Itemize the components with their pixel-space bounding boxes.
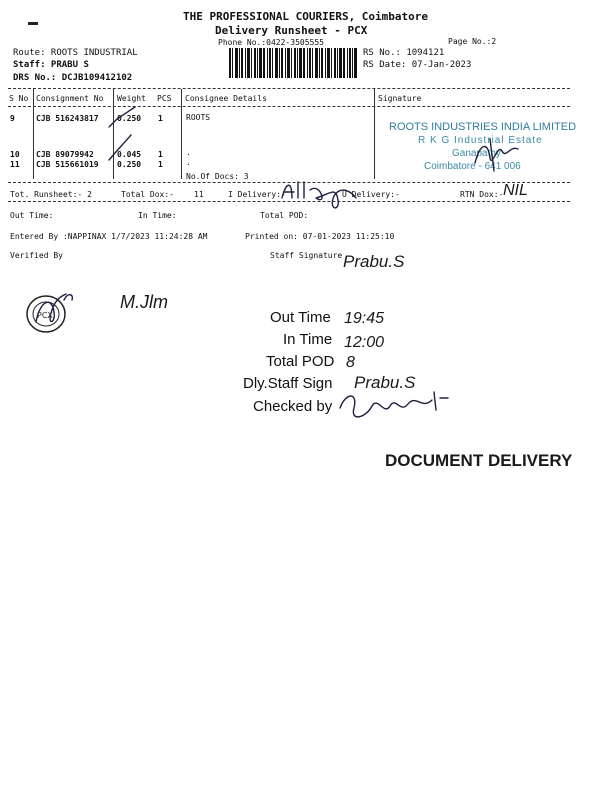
total-dox-value: 11: [194, 190, 204, 199]
row-sno: 11: [10, 160, 20, 169]
staff-signature-value: Prabu.S: [343, 252, 405, 271]
col-divider: [374, 89, 375, 179]
phone-number: Phone No.:0422-3505555: [218, 38, 324, 47]
barcode: [229, 48, 357, 78]
row-weight: 0.250: [117, 114, 142, 123]
total-pod-label: Total POD:: [260, 211, 309, 220]
delivery-handwriting: [280, 178, 360, 212]
row-consignment: CJB 516243817: [36, 114, 99, 123]
out-time-stamp-value: 19:45: [344, 310, 385, 327]
doc-title: Delivery Runsheet - PCX: [215, 24, 368, 37]
company-stamp-line1: ROOTS INDUSTRIES INDIA LIMITED: [389, 121, 577, 133]
total-pod-stamp-label: Total POD: [266, 353, 335, 370]
corner-mark: [28, 22, 38, 25]
in-time-stamp-label: In Time: [283, 331, 333, 348]
rs-date: RS Date: 07-Jan-2023: [363, 60, 472, 70]
company-title: THE PROFESSIONAL COURIERS, Coimbatore: [183, 10, 429, 23]
rtn-dox-value: NIL: [503, 182, 528, 199]
col-header-signature: Signature: [378, 94, 422, 103]
round-seal: [22, 290, 80, 340]
checked-by-label: Checked by: [253, 398, 333, 415]
company-stamp-line3: Ganapathy: [452, 148, 501, 159]
consignee-signature: [470, 133, 530, 173]
staff-label: Staff: PRABU S: [13, 60, 89, 70]
u-delivery-label: U Delivery:-: [342, 190, 400, 199]
col-header-sno: S No: [9, 94, 29, 103]
total-dox-label: Total Dox:-: [121, 190, 174, 199]
tick-marks: [105, 105, 145, 180]
out-time-stamp-label: Out Time: [270, 309, 331, 326]
total-runsheet: Tot. Runsheet:- 2: [10, 190, 92, 199]
dly-staff-sign-label: Dly.Staff Sign: [243, 375, 333, 392]
col-divider: [33, 89, 34, 179]
in-time-label: In Time:: [138, 211, 177, 220]
entered-by: Entered By :NAPPINAX 1/7/2023 11:24:28 AM: [10, 232, 208, 241]
row-pcs: 1: [158, 114, 163, 123]
row-pcs: 1: [158, 160, 163, 169]
printed-on: Printed on: 07-01-2023 11:25:10: [245, 232, 395, 241]
table-top-rule: [8, 88, 570, 89]
row-pcs: 1: [158, 150, 163, 159]
drs-number: DRS No.: DCJB109412102: [13, 73, 133, 83]
checked-by-signature: [336, 388, 456, 426]
col-divider: [181, 89, 182, 179]
rtn-dox-label: RTN Dox:-: [460, 190, 504, 199]
verified-by: Verified By: [10, 251, 63, 260]
total-pod-stamp-value: 8: [346, 354, 355, 371]
staff-signature-label: Staff Signature: [270, 251, 343, 260]
route-label: Route: ROOTS INDUSTRIAL: [13, 48, 138, 58]
row-consignee: ROOTS: [186, 113, 211, 122]
totals-bottom-rule: [8, 201, 570, 202]
rs-number: RS No.: 1094121: [363, 48, 445, 58]
header-rule: [8, 106, 570, 107]
out-time-label: Out Time:: [10, 211, 54, 220]
dly-staff-sign-value: Prabu.S: [354, 373, 416, 392]
no-of-docs: No.Of Docs: 3: [186, 172, 249, 181]
row-consignment: CJB 515661019: [36, 160, 99, 169]
col-header-pcs: PCS: [157, 94, 172, 103]
row-consignee: .: [186, 148, 191, 157]
page-number: Page No.:2: [448, 37, 497, 46]
initials-handwriting: M.Jlm: [120, 292, 168, 312]
company-stamp-line2: R K G Industrial Estate: [418, 135, 543, 146]
svg-text:PCX: PCX: [37, 311, 53, 320]
col-header-weight: Weight: [117, 94, 146, 103]
in-time-stamp-value: 12:00: [344, 334, 385, 351]
col-header-consignee: Consignee Details: [185, 94, 267, 103]
i-delivery-label: I Delivery:-: [228, 190, 286, 199]
row-sno: 9: [10, 114, 15, 123]
col-header-consignment: Consignment No: [36, 94, 104, 103]
row-weight: 0.250: [117, 160, 142, 169]
row-consignment: CJB 89079942: [36, 150, 94, 159]
document-delivery-stamp: DOCUMENT DELIVERY: [385, 451, 573, 470]
row-sno: 10: [10, 150, 20, 159]
row-weight: 0.045: [117, 150, 142, 159]
company-stamp-line4: Coimbatore - 641 006: [424, 161, 521, 172]
row-consignee: .: [186, 158, 191, 167]
